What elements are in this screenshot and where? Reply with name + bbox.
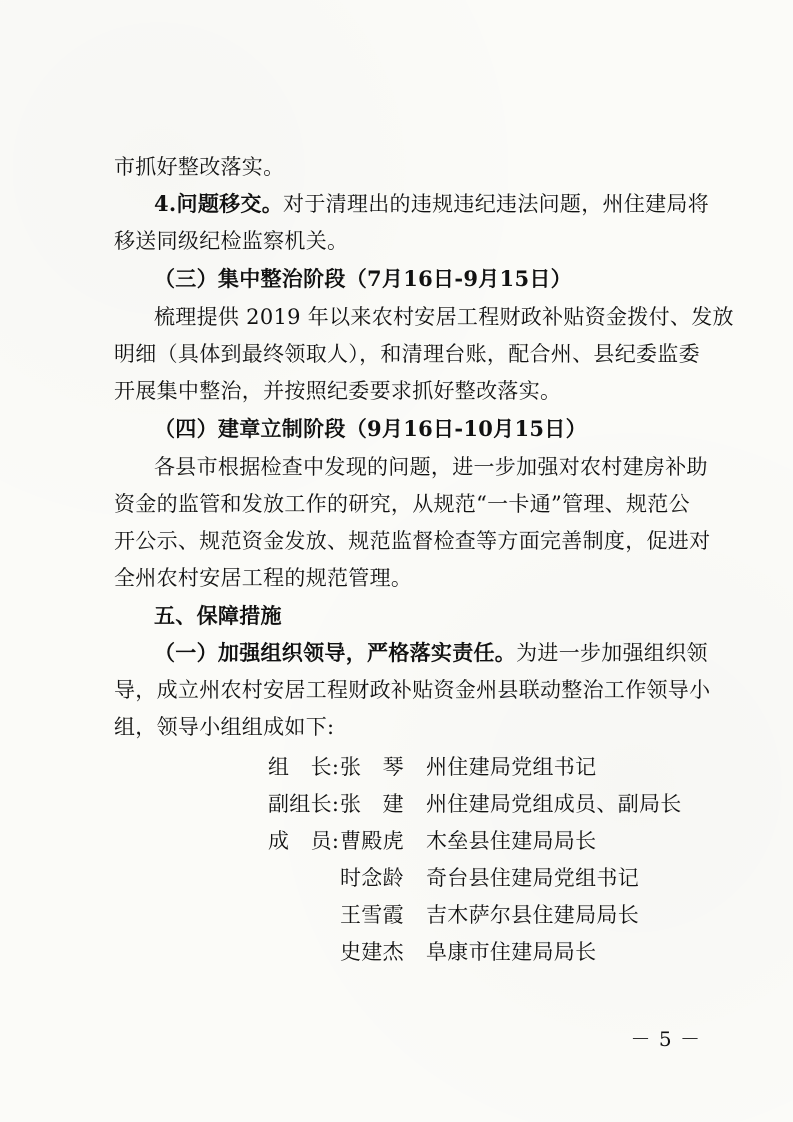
section-heading: （三）集中整治阶段（7月16日-9月15日）: [154, 266, 572, 291]
body-paragraph-line: 全州农村安居工程的规范管理。: [114, 566, 413, 590]
member-role: 组 长:: [268, 755, 340, 779]
body-paragraph-line: 移送同级纪检监察机关。: [114, 229, 349, 253]
body-paragraph-line: 导，成立州农村安居工程财政补贴资金州县联动整治工作领导小: [114, 678, 711, 702]
body-paragraph-line: 开公示、规范资金发放、规范监督检查等方面完善制度，促进对: [114, 529, 711, 553]
member-role: 成 员:: [268, 829, 340, 853]
member-name: 时念龄: [340, 866, 404, 890]
member-title: 州住建局党组书记: [426, 755, 597, 779]
body-paragraph-line: 开展集中整治，并按照纪委要求抓好整改落实。: [114, 379, 562, 403]
member-name: 史建杰: [340, 940, 404, 964]
member-title: 州住建局党组成员、副局长: [426, 792, 682, 816]
body-text: 为进一步加强组织领: [516, 641, 708, 665]
body-paragraph-line: 梳理提供 2019 年以来农村安居工程财政补贴资金拨付、发放: [154, 305, 734, 329]
section-paragraph-line: [154, 187, 756, 221]
section-heading: （四）建章立制阶段（9月16日-10月15日）: [154, 416, 587, 441]
page-number: － 5 －: [630, 1027, 701, 1051]
section-heading: 五、保障措施: [154, 603, 282, 628]
member-title: 吉木萨尔县住建局局长: [426, 903, 639, 927]
bold-phrase: （一）加强组织领导，严格落实责任。: [154, 640, 517, 665]
member-name: 张 建: [340, 792, 404, 816]
body-paragraph-line: 组，领导小组组成如下:: [114, 715, 335, 739]
member-title: 阜康市住建局局长: [426, 940, 597, 964]
member-title: 木垒县住建局局长: [426, 829, 597, 853]
body-text: 对于清理出的违规违纪违法问题，州住建局将: [283, 192, 710, 216]
body-paragraph-line: 市抓好整改落实。: [114, 155, 285, 179]
member-title: 奇台县住建局党组书记: [426, 866, 639, 890]
member-role: 副组长:: [268, 792, 340, 816]
member-name: 曹殿虎: [340, 829, 404, 853]
body-paragraph-line: 资金的监管和发放工作的研究，从规范“一卡通”管理、规范公: [114, 492, 690, 516]
member-name: 张 琴: [340, 755, 404, 779]
section-paragraph-line: [154, 636, 756, 670]
member-name: 王雪霞: [340, 903, 404, 927]
bold-phrase: 4.问题移交。: [154, 191, 284, 216]
body-paragraph-line: 明细（具体到最终领取人），和清理台账，配合州、县纪委监委: [114, 342, 700, 366]
body-paragraph-line: 各县市根据检查中发现的问题，进一步加强对农村建房补助: [154, 455, 708, 479]
